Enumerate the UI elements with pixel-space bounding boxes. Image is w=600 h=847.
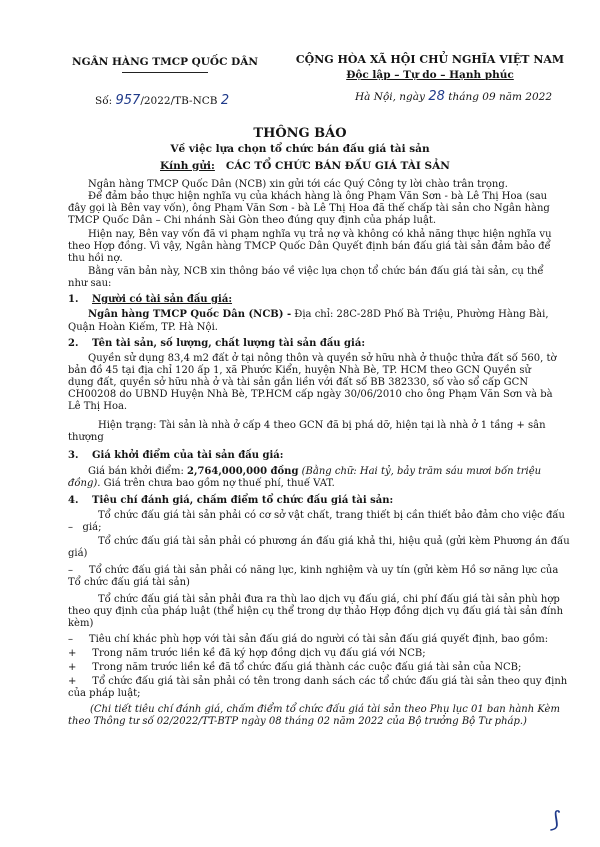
section-1-owner: Ngân hàng TMCP Quốc Dân (NCB) - Địa chỉ: 28C-28D Phố Bà Triệu, Phường Hàng Bài, [88, 309, 549, 320]
intro-line: theo Hợp đồng. Vì vậy, Ngân hàng TMCP Quốc Dân Quyết định bán đấu giá tài sản đảm bảo để [68, 241, 551, 252]
criteria-line: – Tổ chức đấu giá tài sản phải có năng lực, kinh nghiệm và uy tín (gửi kèm Hồ sơ năng lực của [68, 565, 559, 576]
starting-price-line2: đồng). Giá trên chưa bao gồm nợ thuế phí, thuế VAT. [68, 478, 335, 489]
document-subtitle: Về việc lựa chọn tổ chức bán đấu giá tài sản [170, 143, 430, 155]
document-title: THÔNG BÁO [253, 126, 347, 141]
section-1-owner-line2: Quận Hoàn Kiếm, TP. Hà Nội. [68, 322, 218, 333]
intro-line: thu hồi nợ. [68, 253, 123, 264]
motto: Độc lập – Tự do – Hạnh phúc [346, 69, 514, 81]
section-1-heading: 1. Người có tài sản đấu giá: [68, 294, 233, 305]
section-4-heading: 4. Tiêu chí đánh giá, chấm điểm tổ chức đấu giá tài sản: [68, 495, 394, 506]
document-date: Hà Nội, ngày 28 tháng 09 năm 2022 [355, 89, 553, 104]
intro-line: Bằng văn bản này, NCB xin thông báo về việc lựa chọn tổ chức bán đấu giá tài sản, cụ thể [88, 266, 544, 277]
handwritten-suffix: 2 [220, 93, 230, 108]
criteria-note: (Chi tiết tiêu chí đánh giá, chấm điểm tổ chức đấu giá tài sản theo Phụ lục 01 ban hành Kèm [90, 704, 560, 715]
intro-line: Ngân hàng TMCP Quốc Dân (NCB) xin gửi tới các Quý Công ty lời chào trân trọng. [88, 179, 508, 190]
criteria-note: theo Thông tư số 02/2022/TT-BTP ngày 08 tháng 02 năm 2022 của Bộ trưởng Bộ Tư pháp.) [68, 716, 527, 727]
criteria-line: của pháp luật; [68, 688, 141, 699]
criteria-subline: + Trong năm trước liền kề đã ký hợp đồng dịch vụ đấu giá với NCB; [68, 648, 426, 659]
criteria-line: Tổ chức đấu giá tài sản phải có phương án đấu giá khả thi, hiệu quả (gửi kèm Phương án đấu [98, 536, 570, 547]
section-2-line: Quyền sử dụng 83,4 m2 đất ở tại nông thôn và quyền sở hữu nhà ở thuộc thửa đất số 560, tờ [88, 353, 557, 364]
intro-line: Hiện nay, Bên vay vốn đã vi phạm nghĩa vụ trả nợ và không có khả năng thực hiện nghĩa vụ [88, 229, 552, 240]
criteria-line: kèm) [68, 618, 94, 629]
handwritten-number: 957 [115, 93, 141, 108]
section-2-line: thượng [68, 432, 104, 443]
section-2-line: Lê Thị Hoa. [68, 401, 128, 412]
section-2-line: dụng đất, quyền sở hữu nhà ở và tài sản gắn liền với đất số BB 382330, số vào sổ cấp GCN [68, 377, 529, 388]
criteria-line: theo quy định của pháp luật (thể hiện cụ thể trong dự thảo Hợp đồng dịch vụ đấu giá tài sản đính [68, 606, 564, 617]
bank-name: NGÂN HÀNG TMCP QUỐC DÂN [72, 56, 258, 68]
section-2-line: Hiện trạng: Tài sản là nhà ở cấp 4 theo GCN đã bị phá dỡ, hiện tại là nhà ở 1 tầng + sân [98, 420, 546, 431]
handwritten-day: 28 [428, 89, 445, 104]
section-2-line: CH00208 do UBND Huyện Nhà Bè, TP.HCM cấp ngày 30/06/2010 cho ông Phạm Văn Sơn và bà [68, 389, 553, 400]
criteria-line: – Tiêu chí khác phù hợp với tài sản đấu giá do người có tài sản đấu giá quyết định, bao gồm: [68, 634, 549, 645]
criteria-line: giá) [68, 548, 88, 559]
starting-price: Giá bán khởi điểm: 2,764,000,000 đồng (Bằng chữ: Hai tỷ, bảy trăm sáu mươi bốn triệu [88, 466, 542, 477]
criteria-subline: + Trong năm trước liền kề đã tổ chức đấu giá thành các cuộc đấu giá tài sản của NCB; [68, 662, 522, 673]
section-2-heading: 2. Tên tài sản, số lượng, chất lượng tài sản đấu giá: [68, 338, 366, 349]
criteria-line: Tổ chức đấu giá tài sản) [68, 577, 190, 588]
criteria-line: Tổ chức đấu giá tài sản phải đưa ra thù lao dịch vụ đấu giá, chi phí đấu giá tài sản phù hợp [98, 594, 560, 605]
country-name: CỘNG HÒA XÃ HỘI CHỦ NGHĨA VIỆT NAM [295, 53, 565, 66]
initial-signature: ⟆ [551, 808, 560, 833]
header-divider [122, 72, 208, 73]
section-3-heading: 3. Giá khởi điểm của tài sản đấu giá: [68, 450, 284, 461]
criteria-line: Tổ chức đấu giá tài sản phải có cơ sở vật chất, trang thiết bị cần thiết bảo đảm cho việc đấu [98, 510, 565, 521]
intro-line: TMCP Quốc Dân – Chi nhánh Sài Gòn theo đúng quy định của pháp luật. [68, 215, 437, 226]
criteria-subline: + Tổ chức đấu giá tài sản phải có tên trong danh sách các tổ chức đấu giá tài sản theo quy định [68, 676, 568, 687]
document-number: Số: 957/2022/TB-NCB 2 [95, 93, 230, 108]
intro-line: Để đảm bảo thực hiện nghĩa vụ của khách hàng là ông Phạm Văn Sơn - bà Lê Thị Hoa (sau [88, 191, 548, 202]
criteria-line: – giá; [68, 522, 102, 533]
recipient-line: Kính gửi: CÁC TỔ CHỨC BÁN ĐẤU GIÁ TÀI SẢN [160, 160, 450, 172]
intro-line: như sau: [68, 278, 112, 289]
section-2-line: bản đồ 45 tại địa chỉ 120 ấp 1, xã Phước Kiển, huyện Nhà Bè, TP. HCM theo GCN Quyền sử [68, 365, 531, 376]
intro-line: đây gọi là Bên vay vốn), ông Phạm Văn Sơn - bà Lê Thị Hoa đã thế chấp tài sản cho Ngân hàng [68, 203, 550, 214]
